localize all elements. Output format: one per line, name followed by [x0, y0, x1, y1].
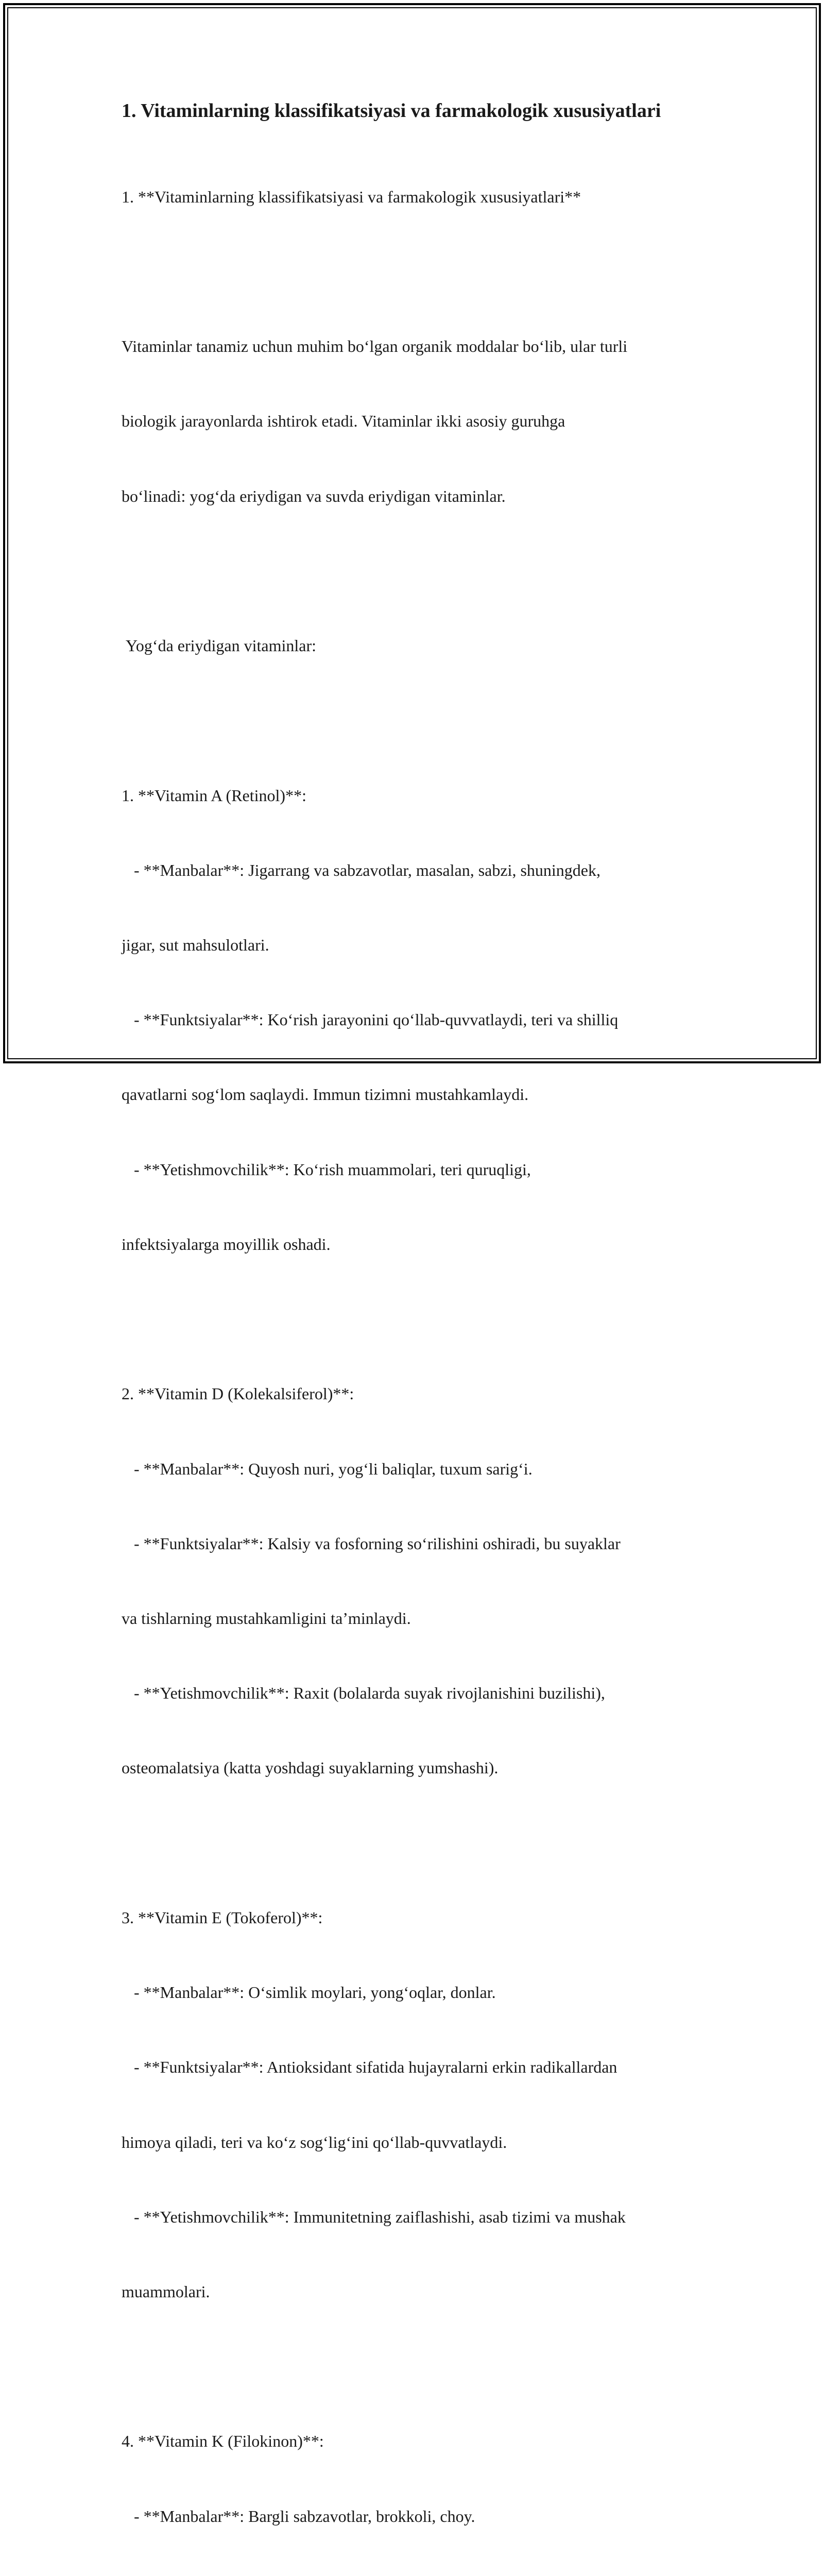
body-line: biologik jarayonlarda ishtirok etadi. Vitaminlar ikki asosiy guruhga [122, 412, 565, 431]
body-line: va tishlarning mustahkamligini ta’minlaydi. [122, 1608, 411, 1628]
body-line: - **Funktsiyalar**: Kalsiy va fosforning so‘rilishini oshiradi, bu suyaklar [122, 1534, 621, 1553]
body-line [122, 1831, 719, 1855]
document-title: 1. Vitaminlarning klassifikatsiyasi va farmakologik xususiyatlari [122, 100, 661, 122]
body-line: 2. **Vitamin D (Kolekalsiferol)**: [122, 1384, 354, 1403]
body-line: - **Yetishmovchilik**: Ko‘rish muammolari, teri quruqligi, [122, 1160, 531, 1179]
body-line: Yog‘da eriydigan vitaminlar: [122, 636, 317, 655]
body-line: 4. **Vitamin K (Filokinon)**: [122, 2432, 324, 2451]
body-line: jigar, sut mahsulotlari. [122, 936, 269, 954]
body-line [122, 558, 719, 583]
body-line: muammolari. [122, 2282, 210, 2301]
body-line [122, 2354, 719, 2379]
body-line: infektsiyalarga moyillik oshadi. [122, 1234, 331, 1253]
body-line: osteomalatsiya (katta yoshdagi suyaklarning yumshashi). [122, 1758, 499, 1777]
body-line: - **Manbalar**: O‘simlik moylari, yong‘oqlar, donlar. [122, 1983, 496, 2002]
body-line [122, 259, 719, 284]
body-line: - **Manbalar**: Bargli sabzavotlar, brokkoli, choy. [122, 2506, 475, 2526]
body-line: - **Yetishmovchilik**: Immunitetning zaiflashishi, asab tizimi va mushak [122, 2207, 626, 2226]
body-line: - **Yetishmovchilik**: Raxit (bolalarda suyak rivojlanishini buzilishi), [122, 1684, 605, 1703]
body-line: - **Manbalar**: Jigarrang va sabzavotlar, masalan, sabzi, shuningdek, [122, 860, 600, 879]
body-line: 1. **Vitamin A (Retinol)**: [122, 786, 306, 805]
body-line: himoya qiladi, teri va ko‘z sog‘lig‘ini qo‘llab-quvvatlaydi. [122, 2132, 507, 2151]
body-line: 3. **Vitamin E (Tokoferol)**: [122, 1908, 323, 1927]
body-line: qavatlarni sog‘lom saqlaydi. Immun tizimni mustahkamlaydi. [122, 1085, 529, 1104]
body-line [122, 1307, 719, 1331]
body-line: - **Funktsiyalar**: Ko‘rish jarayonini qo‘llab-quvvatlaydi, teri va shilliq [122, 1010, 619, 1029]
body-line: - **Manbalar**: Quyosh nuri, yog‘li baliqlar, tuxum sarig‘i. [122, 1459, 533, 1478]
body-line [122, 708, 719, 733]
body-line: 1. **Vitaminlarning klassifikatsiyasi va farmakologik xususiyatlari** [122, 187, 581, 206]
document-body [122, 134, 719, 2576]
body-line: - **Funktsiyalar**: Antioksidant sifatida hujayralarni erkin radikallardan [122, 2058, 617, 2077]
document-page [122, 97, 719, 2576]
body-line: bo‘linadi: yog‘da eriydigan va suvda eriydigan vitaminlar. [122, 486, 506, 505]
body-line: Vitaminlar tanamiz uchun muhim bo‘lgan organik moddalar bo‘lib, ular turli [122, 337, 628, 356]
